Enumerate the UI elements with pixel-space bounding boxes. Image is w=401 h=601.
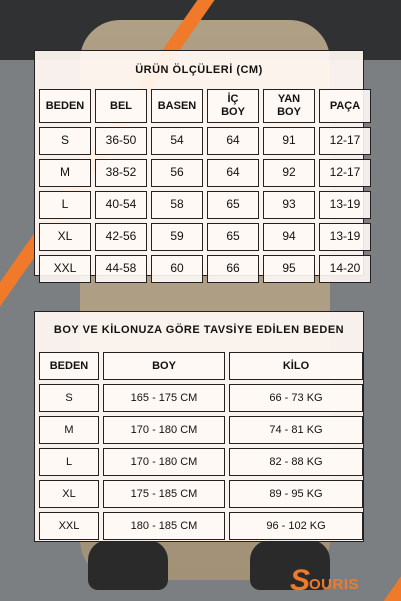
table-cell: 14-20 — [319, 255, 371, 283]
header-kilo: KİLO — [229, 352, 363, 380]
header-basen: BASEN — [151, 89, 203, 123]
recommended-size-table — [39, 352, 359, 540]
table-cell: L — [39, 448, 99, 476]
table-cell: 12-17 — [319, 159, 371, 187]
table-cell: 65 — [207, 223, 259, 251]
table-cell: XXL — [39, 255, 91, 283]
table-cell: 96 - 102 KG — [229, 512, 363, 540]
table-cell: 60 — [151, 255, 203, 283]
table-cell: 40-54 — [95, 191, 147, 219]
table-cell: 64 — [207, 159, 259, 187]
header-bel: BEL — [95, 89, 147, 123]
table-cell: 170 - 180 CM — [103, 448, 225, 476]
header-yan-boy: YAN BOY — [263, 89, 315, 123]
table-cell: 58 — [151, 191, 203, 219]
table-cell: 180 - 185 CM — [103, 512, 225, 540]
recommended-size-title: BOY VE KİLONUZA GÖRE TAVSİYE EDİLEN BEDEN — [53, 324, 345, 336]
table-cell: 95 — [263, 255, 315, 283]
product-measurements-title: ÜRÜN ÖLÇÜLERİ (CM) — [135, 64, 263, 76]
table-cell: XXL — [39, 512, 99, 540]
table-cell: 64 — [207, 127, 259, 155]
table-cell: 66 — [207, 255, 259, 283]
table-cell: XL — [39, 480, 99, 508]
table-cell: S — [39, 127, 91, 155]
table-cell: 165 - 175 CM — [103, 384, 225, 412]
table-cell: 54 — [151, 127, 203, 155]
header-ic-boy: İÇ BOY — [207, 89, 259, 123]
table-cell: 13-19 — [319, 191, 371, 219]
table-cell: 13-19 — [319, 223, 371, 251]
recommended-size-panel — [34, 311, 364, 542]
table-cell: S — [39, 384, 99, 412]
table-cell: 56 — [151, 159, 203, 187]
brand-logo-initial: S — [290, 564, 311, 597]
header-paca: PAÇA — [319, 89, 371, 123]
table-cell: M — [39, 159, 91, 187]
table-cell: 44-58 — [95, 255, 147, 283]
table-cell: 12-17 — [319, 127, 371, 155]
table-cell: 36-50 — [95, 127, 147, 155]
table-cell: 66 - 73 KG — [229, 384, 363, 412]
brand-logo-text: OURIS — [309, 575, 360, 593]
brand-logo — [290, 566, 359, 596]
table-cell: 175 - 185 CM — [103, 480, 225, 508]
table-cell: 89 - 95 KG — [229, 480, 363, 508]
table-cell: 170 - 180 CM — [103, 416, 225, 444]
table-cell: 94 — [263, 223, 315, 251]
table-cell: XL — [39, 223, 91, 251]
header-beden: BEDEN — [39, 89, 91, 123]
table-cell: 93 — [263, 191, 315, 219]
table-cell: L — [39, 191, 91, 219]
header-boy: BOY — [103, 352, 225, 380]
table-cell: 38-52 — [95, 159, 147, 187]
background-boot-left — [88, 540, 168, 590]
table-cell: 74 - 81 KG — [229, 416, 363, 444]
table-cell: 92 — [263, 159, 315, 187]
table-cell: 82 - 88 KG — [229, 448, 363, 476]
table-cell: 42-56 — [95, 223, 147, 251]
table-cell: 65 — [207, 191, 259, 219]
table-cell: 59 — [151, 223, 203, 251]
header-beden: BEDEN — [39, 352, 99, 380]
table-cell: M — [39, 416, 99, 444]
table-cell: 91 — [263, 127, 315, 155]
product-measurements-panel — [34, 50, 364, 276]
product-measurements-table — [39, 89, 359, 283]
